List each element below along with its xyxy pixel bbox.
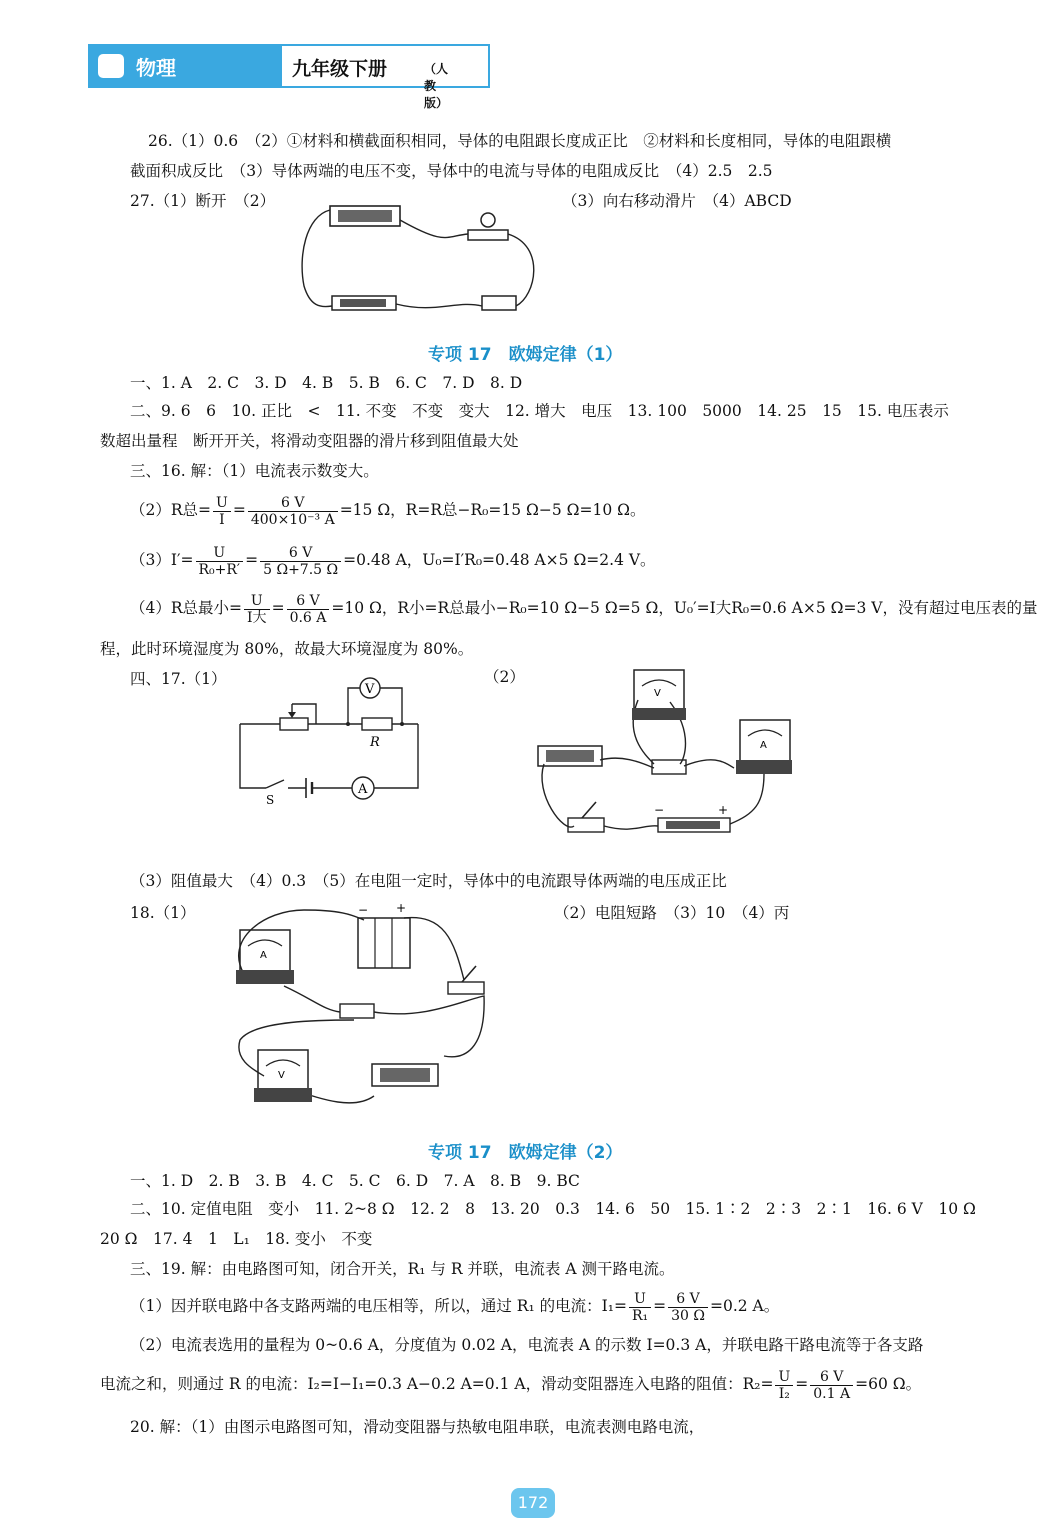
answer-line: 三、19. 解：由电路图可知，闭合开关，R₁ 与 R 并联，电流表 A 测干路电流。 [130, 1260, 675, 1278]
answer-line: 数超出量程 断开开关，将滑动变阻器的滑片移到阻值最大处 [100, 432, 519, 450]
answer-line: 27.（1）断开 （2） [130, 192, 276, 210]
edition-label: （人教版） [424, 62, 449, 110]
subject-label: 物理 [136, 56, 176, 80]
answer-line: 26.（1）0.6 （2）①材料和横截面积相同，导体的电阻跟长度成正比 ②材料和长度相同，导体的电阻跟横 [148, 132, 892, 150]
answer-line: （2）电阻短路 （3）10 （4）丙 [554, 904, 790, 922]
circuit-figure-27 [296, 196, 546, 322]
section-title: 专项 17 欧姆定律（2） [428, 1143, 623, 1163]
voltmeter-face-label: V [654, 688, 661, 699]
battery-minus-label: − [654, 803, 665, 817]
page-number: 172 [511, 1488, 555, 1518]
voltmeter-face-label: V [278, 1070, 285, 1081]
formula-line: （3）I′= $\frac{U}{\text{R₀+R′}}$ = $\frac{6 V}{5 \Omega+7.5 \Omega}$ =0.48 A，U₀=I′R₀=0.48 A×5 Ω=2.4 V。 [130, 544, 656, 578]
formula-line: 电流之和，则通过 R 的电流：I₂=I−I₁=0.3 A−0.2 A=0.1 A，滑动变阻器连入电路的阻值：R₂= $\frac{U}{\text{I₂}}$ = $\frac{6 V}{0.1 A}$ =60 Ω。 [100, 1368, 922, 1402]
answer-line: （3）阻值最大 （4）0.3 （5）在电阻一定时，导体中的电流跟导体两端的电压成正比 [130, 872, 727, 890]
formula-line: （4）R总最小= $\frac{U}{\text{I大}}$ = $\frac{6 V}{0.6 A}$ =10 Ω，R小=R总最小−R₀=10 Ω−5 Ω=5 Ω，U₀′=I大R₀=0.6 A×5 Ω=3 V，没有超过电压表的量 [130, 592, 1038, 626]
answer-line: 二、10. 定值电阻 变小 11. 2~8 Ω 12. 2 8 13. 20 0.3 14. 6 50 15. 1∶2 2∶3 2∶1 16. 6 V 10 Ω [130, 1200, 976, 1218]
circuit-schematic-17 [236, 674, 426, 804]
answer-line: 程，此时环境湿度为 80%，故最大环境湿度为 80%。 [100, 640, 474, 658]
battery-minus-label: − [358, 903, 369, 917]
answer-line: 18.（1） [130, 904, 196, 922]
ammeter-face-label: A [760, 740, 767, 751]
leaf-icon [98, 54, 124, 78]
answer-line: （2）电流表选用的量程为 0~0.6 A，分度值为 0.02 A，电流表 A 的示数 I=0.3 A，并联电路干路电流等于各支路 [130, 1336, 924, 1354]
grade-label: 九年级下册 [292, 58, 388, 80]
ammeter-symbol-label: A [358, 782, 368, 797]
page-header [88, 44, 449, 110]
battery-plus-label: + [396, 901, 407, 915]
formula-line: （2）R总= $\frac{U}{I}$ = $\frac{6 V}{\text{400×10⁻³ A}}$ =15 Ω，R=R总−R₀=15 Ω−5 Ω=10 Ω。 [130, 494, 646, 528]
resistor-label: R [370, 735, 380, 750]
formula-line: （1）因并联电路中各支路两端的电压相等，所以，通过 R₁ 的电流：I₁= $\frac{U}{\text{R₁}}$ = $\frac{6 V}{30 \Omega}$ =0.2 A。 [130, 1290, 780, 1324]
answer-line: 20. 解：（1）由图示电路图可知，滑动变阻器与热敏电阻串联，电流表测电路电流， [130, 1418, 705, 1436]
circuit-pictorial-18 [224, 900, 494, 1122]
switch-label: S [266, 793, 275, 804]
answer-line: 三、16. 解：（1）电流表示数变大。 [130, 462, 379, 480]
answer-line: 一、1. D 2. B 3. B 4. C 5. C 6. D 7. A 8. B 9. BC [130, 1172, 580, 1190]
answer-line: 20 Ω 17. 4 1 L₁ 18. 变小 不变 [100, 1230, 373, 1248]
answer-line: 截面积成反比 （3）导体两端的电压不变，导体中的电流与导体的电阻成反比 （4）2.5 2.5 [130, 162, 773, 180]
section-title: 专项 17 欧姆定律（1） [428, 345, 623, 365]
answer-line: （2） [484, 668, 525, 686]
voltmeter-symbol-label: V [365, 682, 375, 697]
subject-tab [88, 44, 280, 88]
circuit-pictorial-17 [534, 664, 804, 842]
ammeter-face-label: A [260, 950, 267, 961]
battery-plus-label: + [718, 803, 729, 817]
answer-line: 一、1. A 2. C 3. D 4. B 5. B 6. C 7. D 8. D [130, 374, 523, 392]
answer-line: （3）向右移动滑片 （4）ABCD [562, 192, 792, 210]
answer-line: 二、9. 6 6 10. 正比 < 11. 不变 不变 变大 12. 增大 电压 13. 100 5000 14. 25 15 15. 电压表示 [130, 402, 949, 420]
answer-line: 四、17.（1） [130, 670, 227, 688]
